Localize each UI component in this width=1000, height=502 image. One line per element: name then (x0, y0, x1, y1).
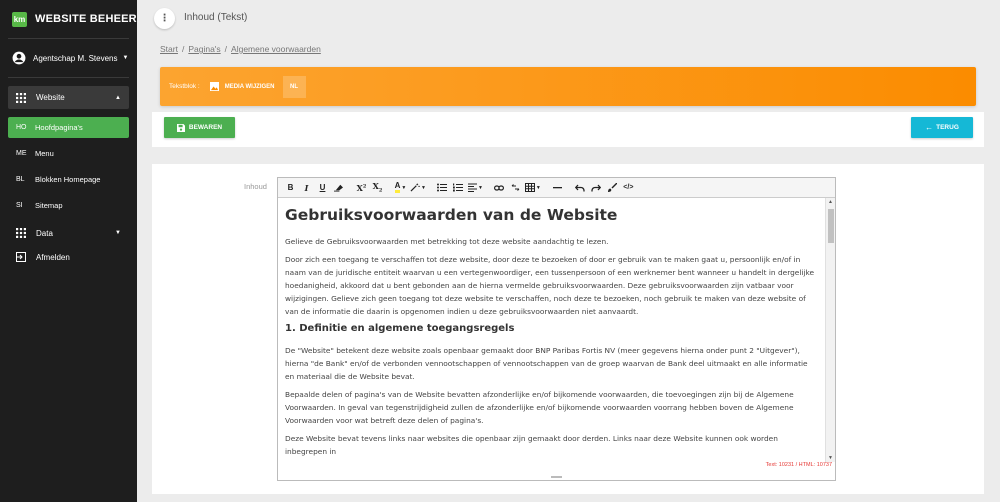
editor-paragraph: Bepaalde delen of pagina's van de Website bevatten afzonderlijke en/of bijkomende voorwaarden, die toevoegingen zijn bij de Algemene Voorwaarden. In geval van tegenstrijdigheid zullen de afzonderlijke en/of bijkomende voorwaarden voorrang hebben boven de Algemene Voorwaarden voor wat betreft deze delen of pagina's. (285, 390, 794, 425)
breadcrumb-separator: / (181, 44, 185, 54)
caret-down-icon: ▼ (115, 230, 121, 236)
account-circle-icon (12, 51, 26, 65)
sidebar-item-sitemap[interactable] (8, 195, 129, 216)
editor-paragraph: Deze Website bevat tevens links naar websites die openbaar zijn gemaakt door derden. Links naar deze Website kunnen ook worden inbegrepen in (285, 434, 778, 456)
magic-wand-icon[interactable]: ▼ (410, 181, 426, 195)
sidebar-item-blokken-homepage[interactable] (8, 169, 129, 190)
user-name: Agentschap M. Stevens (33, 53, 118, 63)
sidebar-nav (0, 78, 137, 269)
subscript-icon[interactable]: $X_2$ (372, 181, 383, 194)
rich-text-editor (277, 177, 836, 481)
nav-group-label: Website (36, 93, 65, 102)
nav-sub-items (8, 117, 129, 216)
editor-paragraph: Door zich een toegang te verschaffen tot deze website, door deze te bezoeken of door er gebruik van te maken gaat u, persoonlijk en/of in naam van de juridische entiteit waarvan u een vertegenwoordiger, een tussenpersoon of een werknemer bent wanneer u handelt in dergelijke hoedanigheid, akkoord dat u bent gebonden aan de hierna vermelde gebruiksvoorwaarden. Deze gebruiksvoorwaarden zijn vatbaar voor wijzigingen. Gelieve zich geen toegang tot deze website te verschaffen, noch deze te bezoeken, noch gebruik te maken van deze website of van de informatie die daarin is opgenomen indien u deze gebruiksvoorwaarden niet aanvaardt. (285, 255, 815, 316)
user-menu[interactable] (0, 39, 137, 77)
nav-label: Blokken Homepage (35, 175, 101, 184)
editor-section-title: 1. Definitie en algemene toegangsregels (285, 323, 515, 334)
redo-icon[interactable] (590, 181, 603, 195)
breadcrumb (160, 44, 321, 54)
editor-heading: Gebruiksvoorwaarden van de Website (285, 206, 618, 224)
brand-title: WEBSITE BEHEER (35, 13, 137, 25)
back-label: TERUG (936, 124, 959, 131)
scroll-down-icon[interactable]: ▼ (828, 455, 833, 461)
scroll-up-icon[interactable]: ▲ (828, 199, 833, 205)
caret-down-icon: ▼ (122, 55, 129, 61)
eraser-icon[interactable] (332, 181, 345, 195)
language-nl-button[interactable]: NL (283, 76, 306, 98)
numbered-list-icon[interactable] (452, 181, 465, 195)
block-bar (160, 67, 976, 106)
content-field-label: Inhoud (244, 182, 267, 191)
nav-label: Sitemap (35, 201, 63, 210)
sidebar-item-hoofdpaginas[interactable] (8, 117, 129, 138)
editor-toolbar (278, 178, 835, 198)
block-type-label: Tekstblok : (169, 83, 200, 90)
link-icon[interactable] (493, 181, 506, 195)
nav-abbr: HO (16, 124, 27, 131)
resize-handle[interactable] (551, 476, 562, 478)
bulleted-list-icon[interactable] (436, 181, 449, 195)
action-panel (152, 112, 984, 147)
character-counter: Text: 10231 / HTML: 10737 (765, 462, 832, 468)
editor-paragraph: De "Website" betekent deze website zoals openbaar gemaakt door BNP Paribas Fortis NV (meer gegevens hierna onder punt 2 "Uitgever"), hierna "de Bank" en/of de verbonden vennootschappen of vennootschappen van de groep waarvan de Bank deel uitmaakt en alle informatie en materiaal die de Website bevat. (285, 346, 808, 381)
nav-group-label: Data (36, 228, 53, 238)
breadcrumb-paginas[interactable]: Pagina's (188, 44, 221, 54)
save-button[interactable] (164, 117, 235, 138)
editor-paragraph: Gelieve de Gebruiksvoorwaarden met betrekking tot deze website aandachtig te lezen. (285, 237, 609, 246)
brush-icon[interactable] (606, 181, 619, 195)
table-icon[interactable]: ▼ (525, 181, 541, 195)
code-view-icon[interactable]: </> (623, 184, 634, 191)
horizontal-rule-icon[interactable] (551, 181, 564, 195)
page-title: Inhoud (Tekst) (184, 12, 248, 23)
undo-icon[interactable] (574, 181, 587, 195)
save-icon (177, 124, 185, 132)
unlink-icon[interactable] (509, 181, 522, 195)
logout-link[interactable] (8, 245, 129, 269)
breadcrumb-current[interactable]: Algemene voorwaarden (231, 44, 321, 54)
editor-scrollbar[interactable] (825, 198, 835, 462)
sidebar-item-menu[interactable] (8, 143, 129, 164)
align-icon[interactable]: ▼ (468, 181, 483, 195)
superscript-icon[interactable]: $X^2$ (356, 182, 367, 193)
change-media-button[interactable] (210, 82, 275, 91)
scroll-thumb[interactable] (828, 209, 834, 243)
apps-grid-icon (16, 93, 26, 103)
font-color-icon[interactable]: A ▼ (394, 181, 407, 195)
nav-group-website[interactable] (8, 86, 129, 109)
nav-abbr: ME (16, 150, 27, 157)
save-label: BEWAREN (188, 124, 223, 131)
back-button[interactable] (911, 117, 973, 138)
editor-content[interactable] (278, 198, 826, 462)
nav-label: Hoofdpagina's (35, 123, 83, 132)
brand-logo: km (12, 12, 27, 27)
caret-up-icon: ▲ (115, 94, 121, 101)
nav-label: Menu (35, 149, 54, 158)
nav-group-data[interactable] (8, 221, 129, 245)
italic-icon[interactable]: I (304, 182, 309, 193)
sidebar (0, 0, 137, 502)
logout-icon (16, 252, 26, 262)
arrow-left-icon: ← (925, 123, 934, 132)
breadcrumb-separator: / (224, 44, 228, 54)
bold-icon[interactable]: B (287, 183, 294, 192)
more-vert-icon[interactable]: ⋮ (154, 8, 175, 29)
nav-abbr: SI (16, 202, 23, 209)
logout-label: Afmelden (36, 252, 70, 262)
content-panel (152, 164, 984, 494)
breadcrumb-start[interactable]: Start (160, 44, 178, 54)
change-media-label: MEDIA WIJZIGEN (224, 83, 275, 90)
image-icon (210, 82, 219, 91)
nav-abbr: BL (16, 176, 25, 183)
underline-icon[interactable]: U (319, 183, 326, 192)
brand[interactable] (0, 0, 137, 38)
apps-grid-icon (16, 228, 26, 238)
